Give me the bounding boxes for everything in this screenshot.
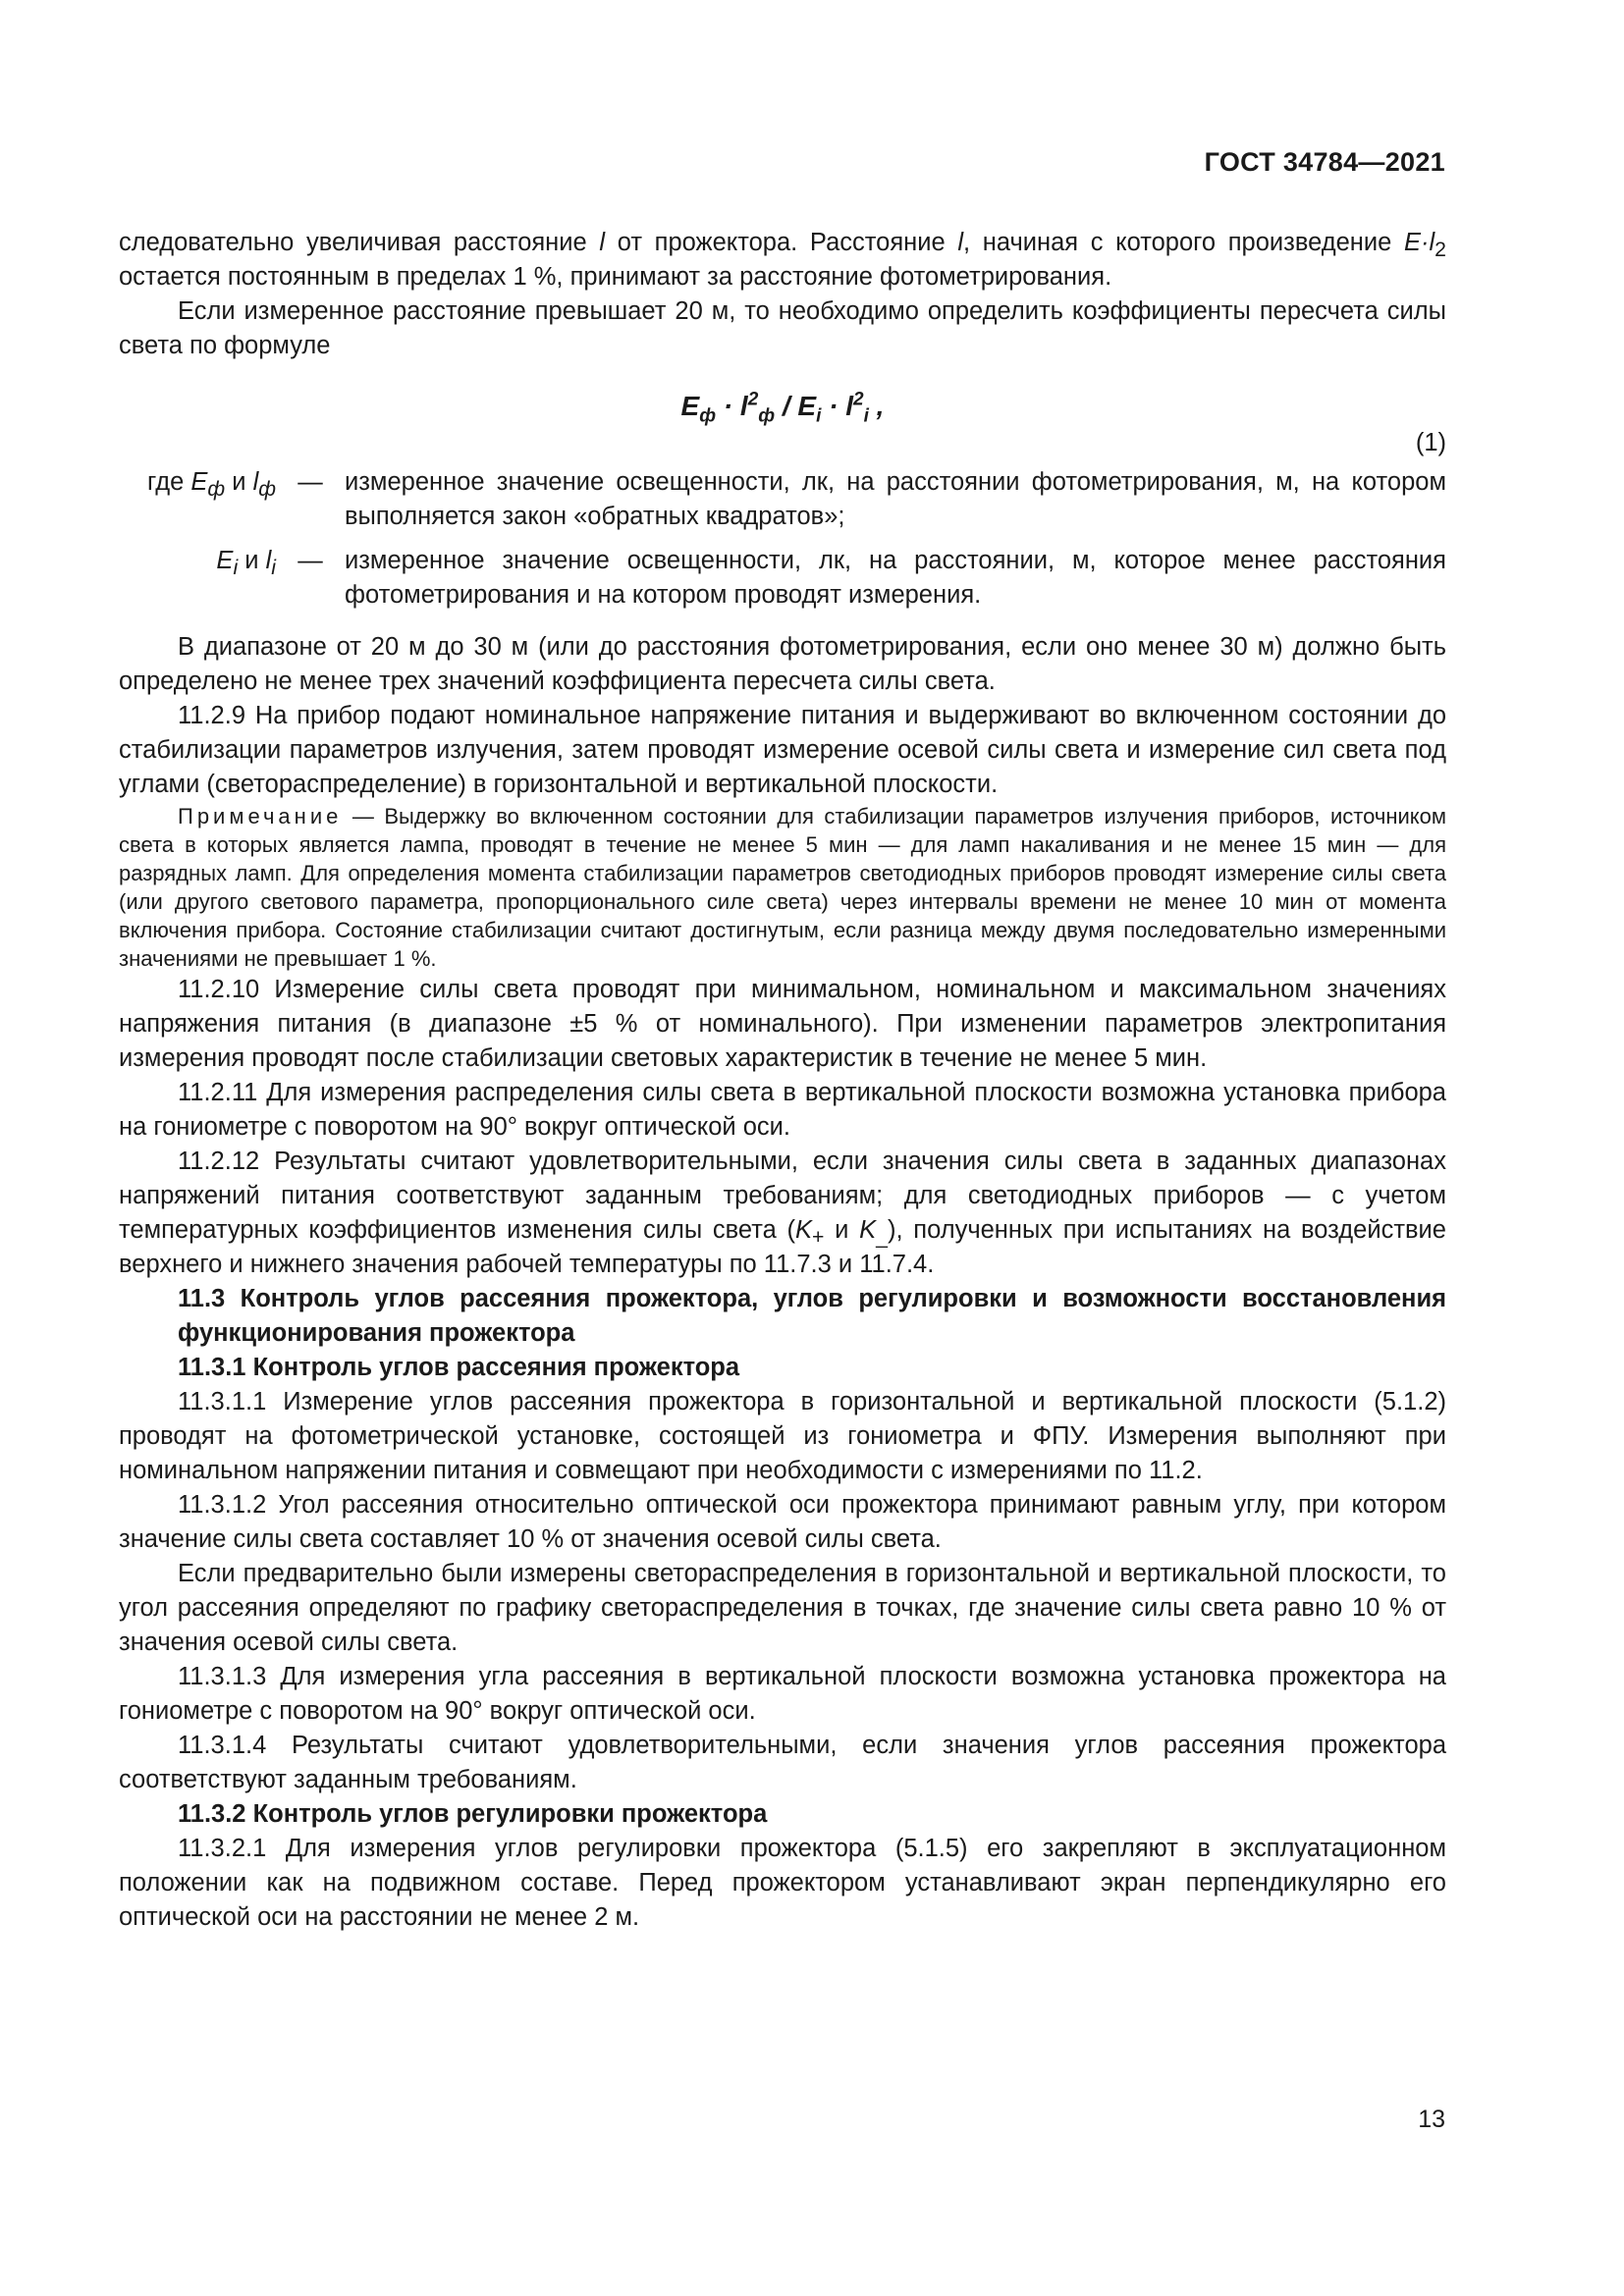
paragraph-formula-intro: Если измеренное расстояние превышает 20 м, то необходимо определить коэффициенты пересчета силы света по формуле: [119, 297, 1446, 359]
paragraph-11-3-1-2: 11.3.1.2 Угол рассеяния относительно оптической оси прожектора принимают равным углу, при котором значение силы света составляет 10 % от значения осевой силы света.: [119, 1491, 1446, 1553]
paragraph-range: В диапазоне от 20 м до 30 м (или до расстояния фотометрирования, если оно менее 30 м) должно быть определено не менее трех значений коэффициента пересчета силы света.: [119, 633, 1446, 695]
where-item: [119, 465, 1446, 534]
paragraph-11-2-10: 11.2.10 Измерение силы света проводят при минимальном, номинальном и максимальном значениях напряжения питания (в диапазоне ±5 % от номинального). При изменении параметров электропитания измерения проводят после стабилизации световых характеристик в течение не менее 5 мин.: [119, 976, 1446, 1072]
where-dash: —: [298, 468, 323, 496]
document-header: ГОСТ 34784—2021: [1204, 147, 1445, 177]
note-block: [119, 802, 1446, 973]
where-definition: измеренное значение освещенности, лк, на расстоянии фотометрирования, м, на котором выполняется закон «обратных квадратов»;: [345, 468, 1446, 530]
paragraph-11-2-9: 11.2.9 На прибор подают номинальное напряжение питания и выдерживают во включенном состоянии до стабилизации параметров излучения, затем проводят измерение осевой силы света и измерение сил света под углами (светораспределение) в горизонтальной и вертикальной плоскости.: [119, 702, 1446, 798]
paragraph-11-3-1-4: 11.3.1.4 Результаты считают удовлетворительными, если значения углов рассеяния прожектора соответствуют заданным требованиям.: [119, 1732, 1446, 1793]
where-symbol: $E_i$ и $l_i$: [216, 547, 276, 580]
formula-block: [119, 389, 1446, 457]
note-label: Примечание: [178, 804, 343, 828]
paragraph-11-3-1-3: 11.3.1.3 Для измерения угла рассеяния в вертикальной плоскости возможна установка прожектора на гониометре с поворотом на 90° вокруг оптической оси.: [119, 1663, 1446, 1725]
subsection-title-11-3-2: 11.3.2 Контроль углов регулировки прожектора: [178, 1800, 768, 1828]
paragraph-continuation: следовательно увеличивая расстояние l от прожектора. Расстояние l, начиная с которого произведение $E\cdot l_2$ остается постоянным в пределах 1 %, принимают за расстояние фотометрирования.: [119, 229, 1446, 291]
paragraph-11-3-2-1: 11.3.2.1 Для измерения углов регулировки прожектора (5.1.5) его закрепляют в эксплуатационном положении как на подвижном составе. Перед прожектором устанавливают экран перпендикулярно его оптической оси на расстоянии не менее 2 м.: [119, 1835, 1446, 1931]
paragraph-11-2-12: 11.2.12 Результаты считают удовлетворительными, если значения силы света в заданных диапазонах напряжений питания соответствуют заданным требованиям; для светодиодных приборов — с учетом температурных коэффициентов изменения силы света ($K_+$ и $K_{\_}$), полученных при испытаниях на воздействие верхнего и нижнего значения рабочей температуры по 11.7.3 и 11.7.4.: [119, 1148, 1446, 1278]
note-text: — Выдержку во включенном состоянии для стабилизации параметров излучения приборов, источником света в которых является лампа, проводят в течение не менее 5 мин — для ламп накаливания и не менее 15 мин — для разрядных ламп. Для определения момента стабилизации параметров светодиодных приборов проводят измерение силы света (или другого светового параметра, пропорционального силе света) через интервалы времени не менее 10 мин от момента включения прибора. Состояние стабилизации считают достигнутым, если разница между двумя последовательно измеренными значениями не превышает 1 %.: [119, 804, 1446, 971]
page-number: 13: [1418, 2106, 1445, 2133]
paragraph-11-3-1-1: 11.3.1.1 Измерение углов рассеяния прожектора в горизонтальной и вертикальной плоскости (5.1.2) проводят на фотометрической установке, состоящей из гониометра и ФПУ. Измерения выполняют при номинальном напряжении питания и совмещают при необходимости с измерениями по 11.2.: [119, 1388, 1446, 1484]
formula-number: (1): [1415, 429, 1446, 456]
where-dash: —: [298, 547, 323, 574]
paragraph-light-distribution: Если предварительно были измерены светораспределения в горизонтальной и вертикальной плоскости, то угол рассеяния определяют по графику светораспределения в точках, где значение силы света равно 10 % от значения осевой силы света.: [119, 1560, 1446, 1656]
formula-1: $E_ф \cdot l^2_ф / E_i \cdot l^2_i$ ,: [680, 389, 885, 427]
where-symbol: где $E_ф$ и $l_ф$: [147, 468, 276, 502]
where-list: [119, 465, 1446, 613]
paragraph-11-2-11: 11.2.11 Для измерения распределения силы света в вертикальной плоскости возможна установка прибора на гониометре с поворотом на 90° вокруг оптической оси.: [119, 1079, 1446, 1141]
where-item: [119, 544, 1446, 613]
where-definition: измеренное значение освещенности, лк, на расстоянии, м, которое менее расстояния фотометрирования и на котором проводят измерения.: [345, 547, 1446, 609]
section-title-11-3: 11.3 Контроль углов рассеяния прожектора, углов регулировки и возможности восстановления функционирования прожектора: [178, 1285, 1446, 1347]
subsection-title-11-3-1: 11.3.1 Контроль углов рассеяния прожектора: [178, 1354, 740, 1381]
document-body: [119, 226, 1446, 1935]
